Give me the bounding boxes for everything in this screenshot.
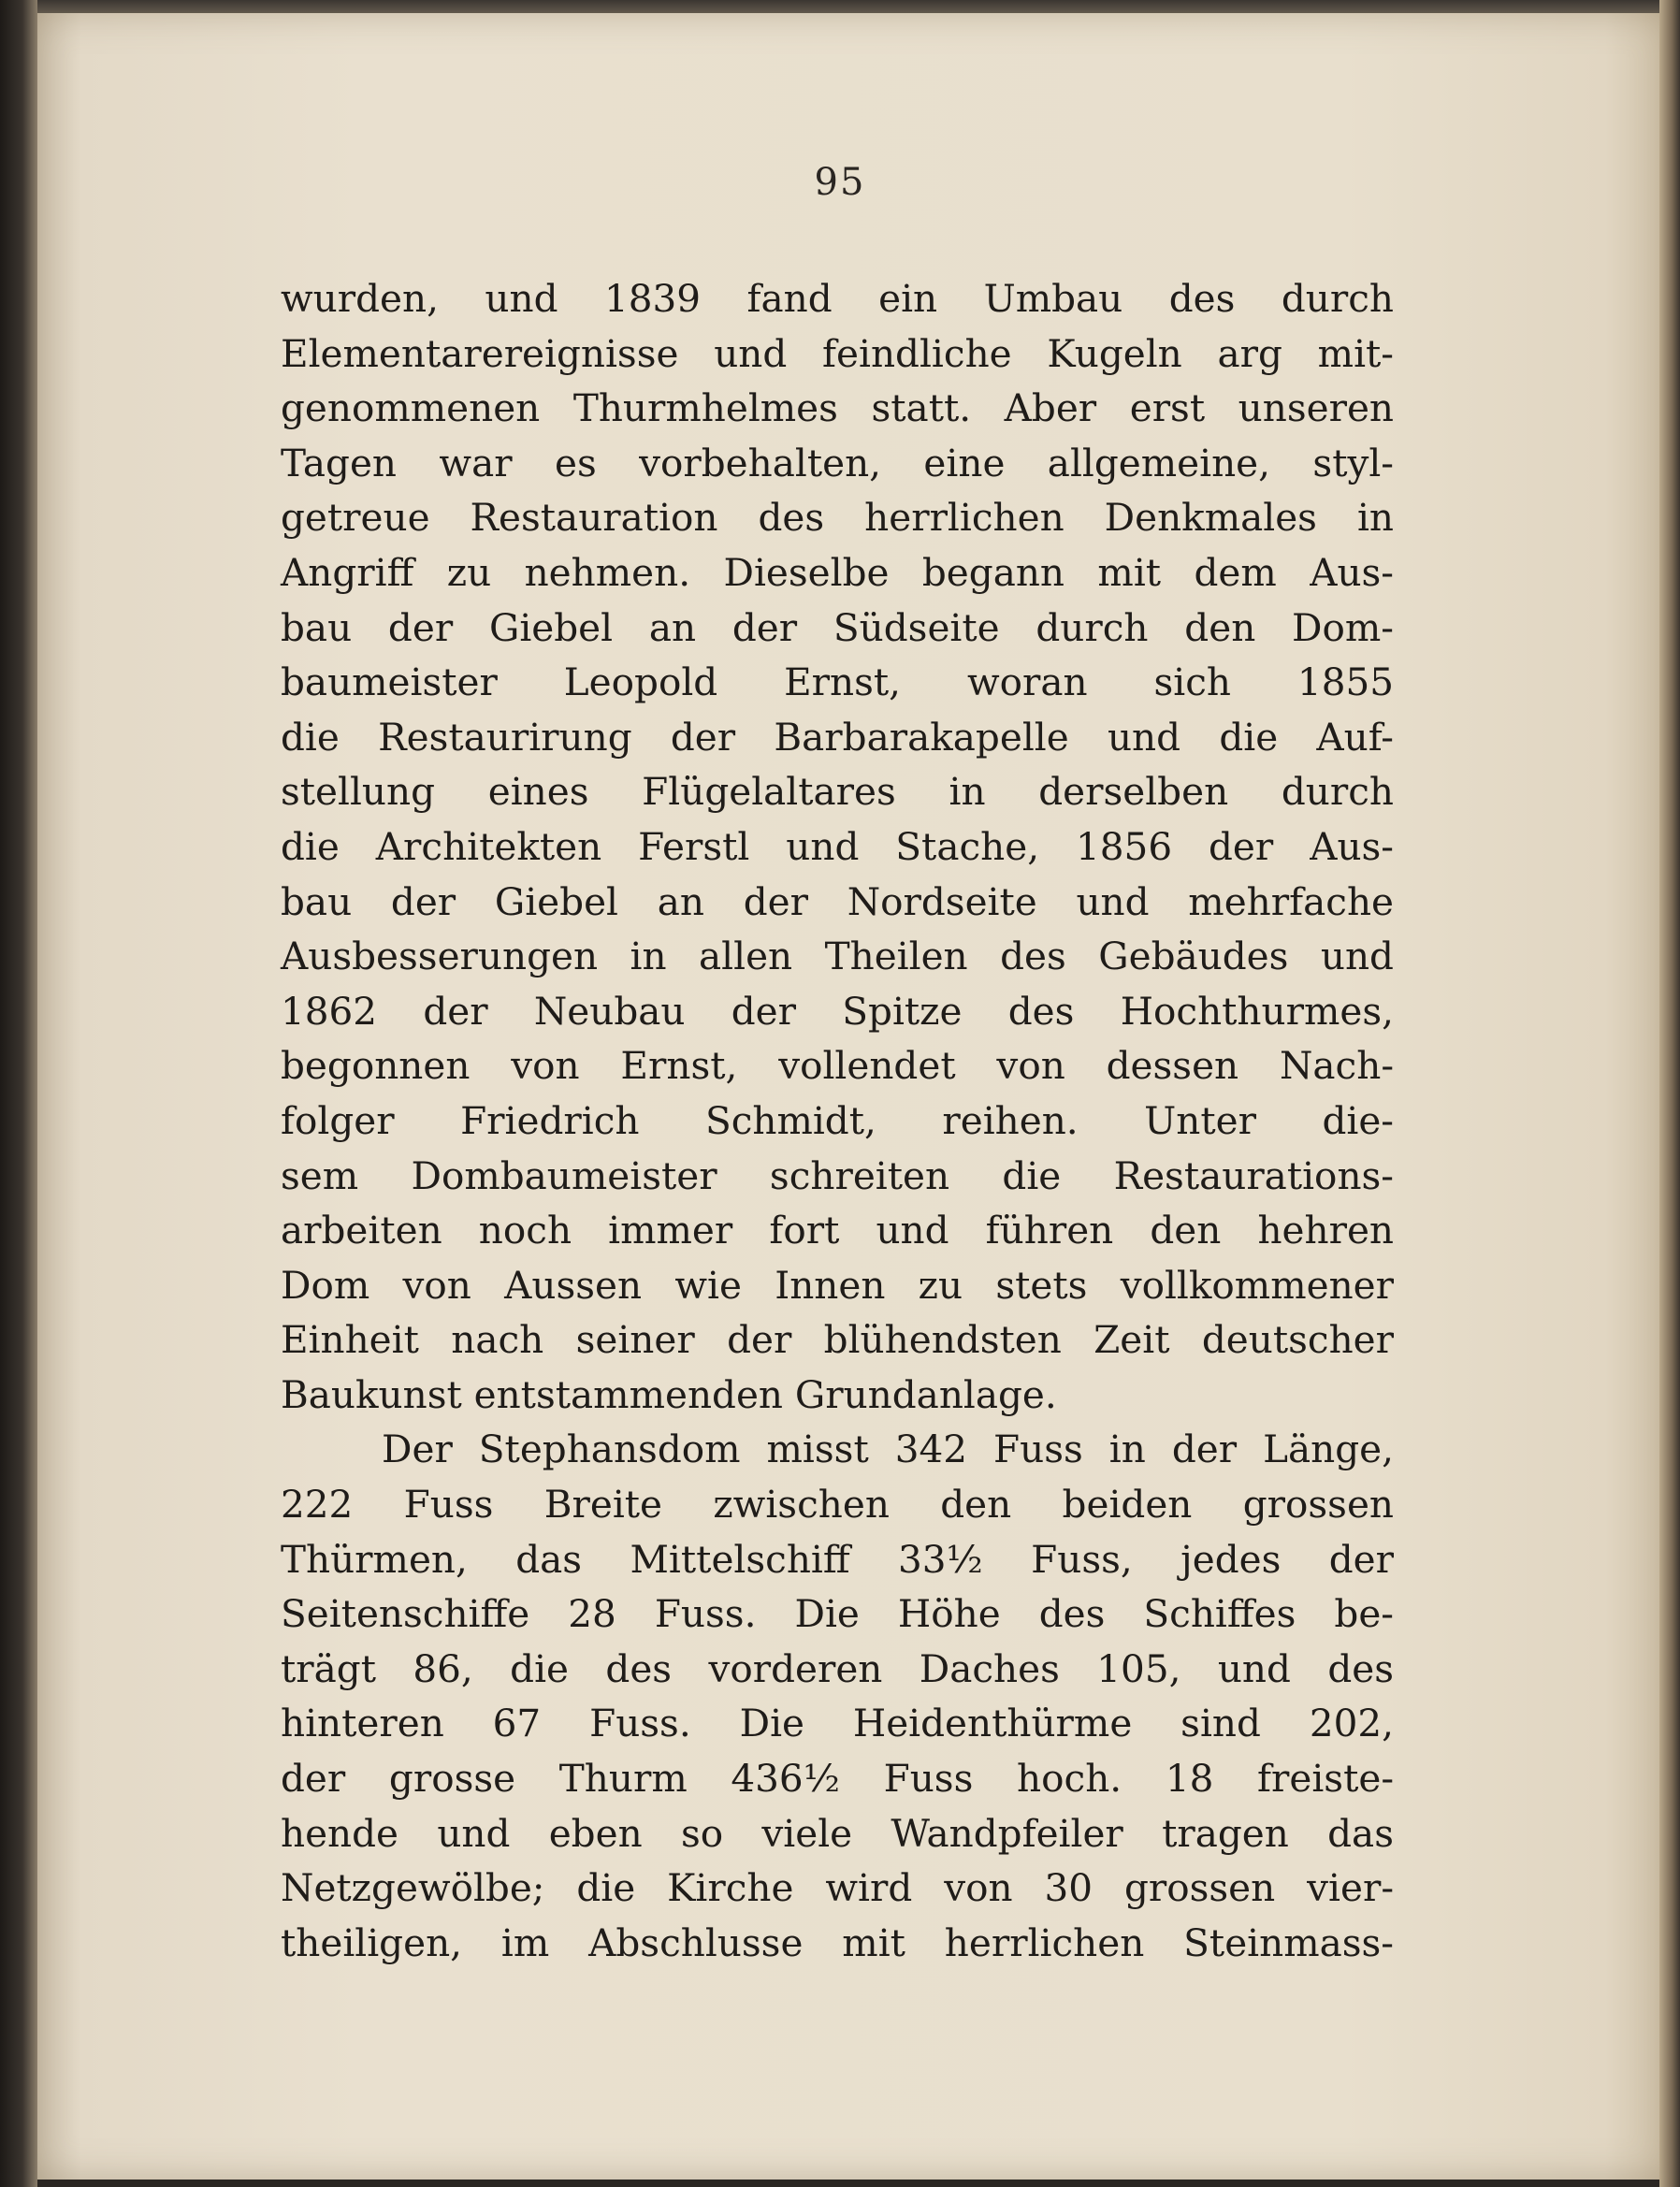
text-line: der grosse Thurm 436½ Fuss hoch. 18 freiste- — [281, 1756, 1394, 1802]
paragraph-start-line: Der Stephansdom misst 342 Fuss in der Länge, — [382, 1427, 1394, 1472]
text-line: die Restaurirung der Barbarakapelle und die Auf- — [281, 714, 1394, 760]
text-line: baumeister Leopold Ernst, woran sich 1855 — [281, 659, 1394, 705]
text-line: arbeiten noch immer fort und führen den hehren — [281, 1208, 1394, 1253]
text-line: getreue Restauration des herrlichen Denkmales in — [281, 495, 1394, 541]
text-line: begonnen von Ernst, vollendet von dessen Nach- — [281, 1043, 1394, 1089]
body-text — [281, 271, 1394, 1970]
text-line: 1862 der Neubau der Spitze des Hochthurmes, — [281, 988, 1394, 1034]
text-line: Ausbesserungen in allen Theilen des Gebäudes und — [281, 934, 1394, 979]
text-line: Tagen war es vorbehalten, eine allgemeine, styl- — [281, 440, 1394, 485]
paragraph-end-line: Baukunst entstammenden Grundanlage. — [281, 1371, 1057, 1417]
text-line: wurden, und 1839 fand ein Umbau des durch — [281, 276, 1394, 321]
text-line: die Architekten Ferstl und Stache, 1856 der Aus- — [281, 823, 1394, 869]
text-line: hinteren 67 Fuss. Die Heidenthürme sind 202, — [281, 1701, 1394, 1746]
text-line: bau der Giebel an der Südseite durch den Dom- — [281, 604, 1394, 650]
text-line: Netzgewölbe; die Kirche wird von 30 grossen vier- — [281, 1865, 1394, 1911]
text-line: Einheit nach seiner der blühendsten Zeit deutscher — [281, 1317, 1394, 1363]
text-line: Elementarereignisse und feindliche Kugeln arg mit- — [281, 330, 1394, 376]
text-line: folger Friedrich Schmidt, reihen. Unter die- — [281, 1097, 1394, 1143]
text-line: stellung eines Flügelaltares in derselben durch — [281, 769, 1394, 815]
text-line: Angriff zu nehmen. Dieselbe begann mit dem Aus- — [281, 549, 1394, 595]
page-stack-edge — [1659, 0, 1680, 2187]
text-line: trägt 86, die des vorderen Daches 105, und des — [281, 1645, 1394, 1691]
page-number: 95 — [814, 161, 866, 204]
text-line: sem Dombaumeister schreiten die Restaurations- — [281, 1152, 1394, 1198]
text-line: hende und eben so viele Wandpfeiler tragen das — [281, 1810, 1394, 1856]
text-line: theiligen, im Abschlusse mit herrlichen Steinmass- — [281, 1919, 1394, 1965]
text-line: Seitenschiffe 28 Fuss. Die Höhe des Schiffes be- — [281, 1591, 1394, 1637]
book-spine-edge — [0, 0, 37, 2187]
text-line: Thürmen, das Mittelschiff 33½ Fuss, jedes der — [281, 1536, 1394, 1582]
text-line: 222 Fuss Breite zwischen den beiden grossen — [281, 1482, 1394, 1528]
text-line: bau der Giebel an der Nordseite und mehrfache — [281, 878, 1394, 924]
text-line: genommenen Thurmhelmes statt. Aber erst unseren — [281, 385, 1394, 431]
text-line: Dom von Aussen wie Innen zu stets vollkommener — [281, 1262, 1394, 1308]
